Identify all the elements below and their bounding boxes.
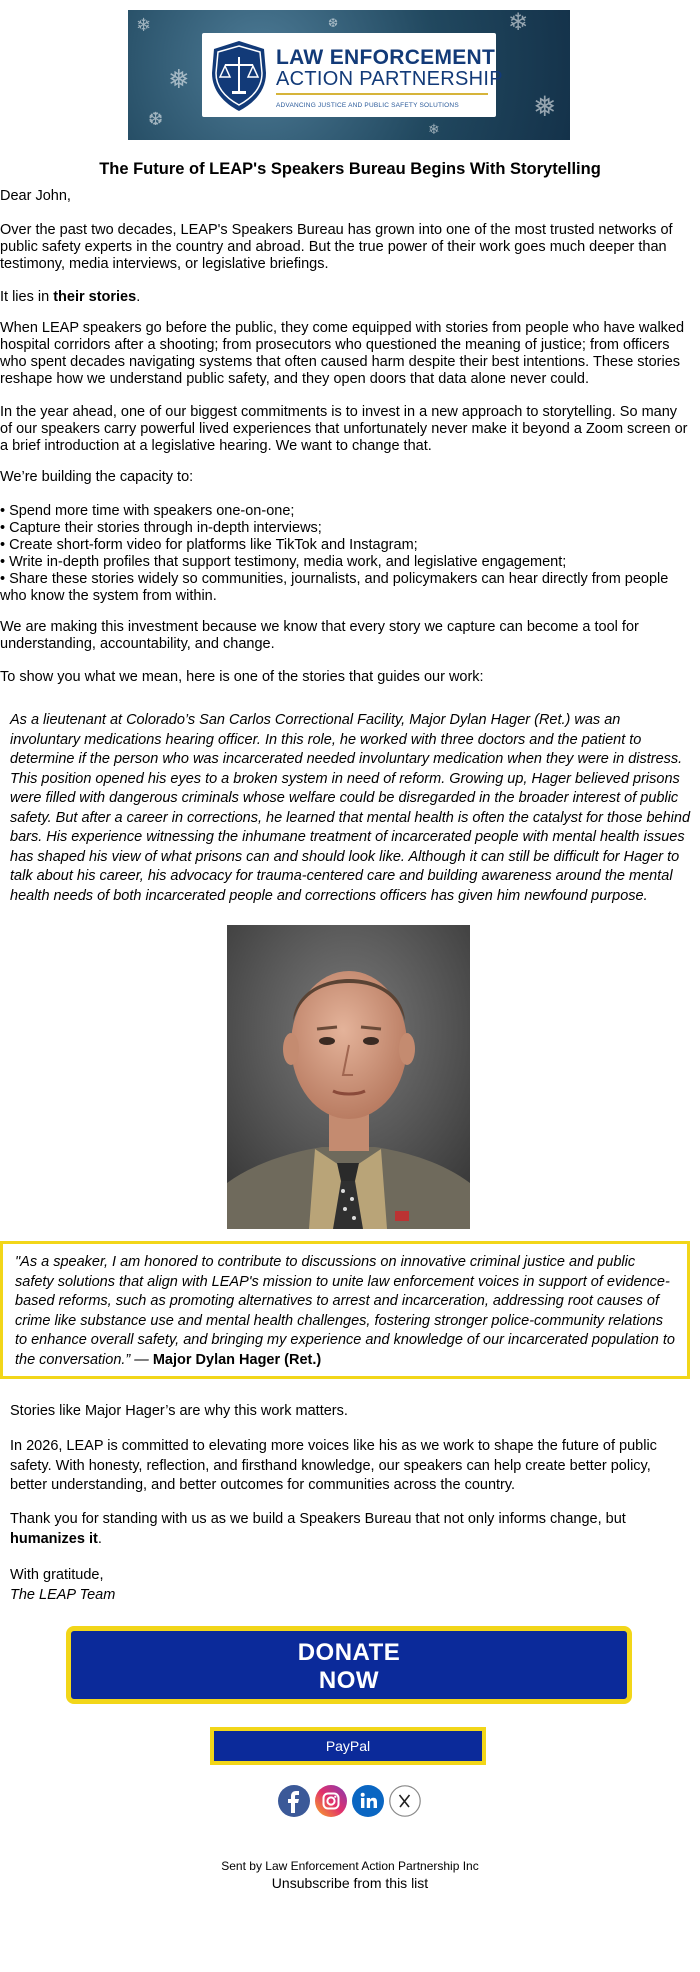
snowflake-icon: ❄ [136, 15, 152, 35]
list-item: • Spend more time with speakers one-on-one; [0, 503, 295, 519]
investment-paragraph: We are making this investment because we know that every story we capture can become a tool for understanding, accountability, and change. [0, 619, 639, 652]
show-you-paragraph: To show you what we mean, here is one of the stories that guides our work: [0, 669, 484, 685]
lies-in-paragraph [0, 289, 692, 306]
quote-text: "As a speaker, I am honored to contribute to discussions on innovative criminal justice and public safety solutions that align with LEAP's mission to unite law enforcement voices in support of evidence-based reforms, such as promoting alternatives to arrest and incarceration, addressing root causes of crime like substance use and mental health challenges, fostering stronger police-community relations to enhance overall safety, and bringing my experience and knowledge of our incarcerated population to the conversation.” — [15, 1254, 675, 1368]
intro-paragraph: Over the past two decades, LEAP's Speakers Bureau has grown into one of the most trusted networks of public safety experts in the country and abroad. But the true power of their work goes much deeper than testimony, media interviews, or legislative briefings. [0, 222, 673, 272]
snowflake-icon: ❄ [428, 121, 440, 137]
capacity-list [0, 503, 692, 605]
list-item: • Share these stories widely so communities, journalists, and policymakers can hear directly from people who know the system from within. [0, 571, 669, 604]
list-item: • Capture their stories through in-depth interviews; [0, 520, 322, 536]
instagram-icon[interactable] [315, 1785, 347, 1817]
snowflake-icon: ❄ [508, 10, 529, 36]
signature: The LEAP Team [10, 1587, 116, 1603]
thank-you-text: Thank you for standing with us as we build a Speakers Bureau that not only informs change, but [10, 1511, 626, 1527]
thank-you-paragraph [10, 1510, 690, 1549]
sent-by-text: Sent by Law Enforcement Action Partnership Inc [221, 1859, 479, 1873]
snowflake-icon: ❆ [148, 109, 164, 129]
email-title: The Future of LEAP's Speakers Bureau Begins With Storytelling [99, 160, 601, 178]
header-banner [128, 10, 570, 140]
quote-author: Major Dylan Hager (Ret.) [152, 1351, 322, 1368]
sign-off: With gratitude, [10, 1567, 104, 1583]
in-2026-paragraph: In 2026, LEAP is committed to elevating more voices like his as we work to shape the future of public safety. With honesty, reflection, and firsthand knowledge, our speakers can help create better policy, better understanding, and better outcomes for communities across the country. [10, 1438, 657, 1493]
list-item: • Create short-form video for platforms like TikTok and Instagram; [0, 537, 418, 553]
year-ahead-paragraph: In the year ahead, one of our biggest commitments is to invest in a new approach to storytelling. So many of our speakers carry powerful lived experiences that unfortunately never make it beyond a Zoom screen or a brief introduction at a legislative hearing. We want to change that. [0, 404, 688, 454]
donate-label-line2: NOW [318, 1667, 380, 1694]
donate-label-line1: DONATE [297, 1639, 401, 1666]
logo-divider [276, 93, 488, 95]
when-leap-paragraph: When LEAP speakers go before the public, they come equipped with stories from people who have walked hospital corridors after a shooting; from prosecutors who questioned the meaning of justice; from officers who spent decades navigating systems that often caused harm despite their best intentions. These stories reshape how we understand public safety, and they open doors that data alone never could. [0, 320, 685, 387]
linkedin-icon[interactable] [352, 1785, 384, 1817]
paypal-button[interactable]: PayPal [210, 1727, 486, 1765]
snowflake-icon: ❆ [328, 16, 339, 30]
badge-icon [208, 39, 270, 113]
logo-line-1: LAW ENFORCEMENT [276, 46, 496, 69]
donate-now-button[interactable] [66, 1626, 632, 1704]
logo-tagline: ADVANCING JUSTICE AND PUBLIC SAFETY SOLUTIONS [276, 102, 459, 109]
lies-in-text: It lies in [0, 289, 54, 305]
x-icon[interactable] [389, 1785, 421, 1817]
thank-you-suffix: . [97, 1530, 102, 1547]
stories-like-paragraph: Stories like Major Hager’s are why this work matters. [10, 1403, 348, 1419]
snowflake-icon: ❅ [168, 64, 190, 94]
facebook-icon[interactable] [278, 1785, 310, 1817]
story-paragraph: As a lieutenant at Colorado’s San Carlos Correctional Facility, Major Dylan Hager (Ret.) was an involuntary medications hearing officer. In this role, he worked with three doctors and the patient to determine if the person who was incarcerated needed involuntary medication when they were in distress. This position opened his eyes to a broken system in need of reform. Growing up, Hager believed prisons were filled with dangerous criminals whose welfare could be disregarded in the broader interest of public safety. But after a career in corrections, he learned that mental health is often the catalyst for those behind bars. His experience witnessing the inhumane treatment of incarcerated people with mental health issues has shaped his view of what prisons can and should look like. Although it can still be difficult for Hager to talk about his career, his advocacy for trauma-centered care and building awareness around the mental health needs of both incarcerated people and corrections officers has given him newfound purpose. [10, 712, 691, 904]
lies-in-suffix: . [136, 289, 141, 305]
list-item: • Write in-depth profiles that support testimony, media work, and legislative engagement; [0, 554, 567, 570]
lies-in-bold: their stories [53, 289, 137, 305]
leap-logo [202, 33, 503, 117]
building-paragraph: We’re building the capacity to: [0, 469, 194, 485]
unsubscribe-link[interactable]: Unsubscribe from this list [271, 1875, 429, 1891]
greeting: Dear John, [0, 188, 71, 204]
speaker-portrait [227, 925, 470, 1229]
logo-line-2: ACTION PARTNERSHIP [276, 68, 503, 90]
speaker-quote [0, 1241, 690, 1379]
snowflake-icon: ❅ [533, 91, 557, 122]
thank-you-bold: humanizes it [10, 1530, 98, 1547]
